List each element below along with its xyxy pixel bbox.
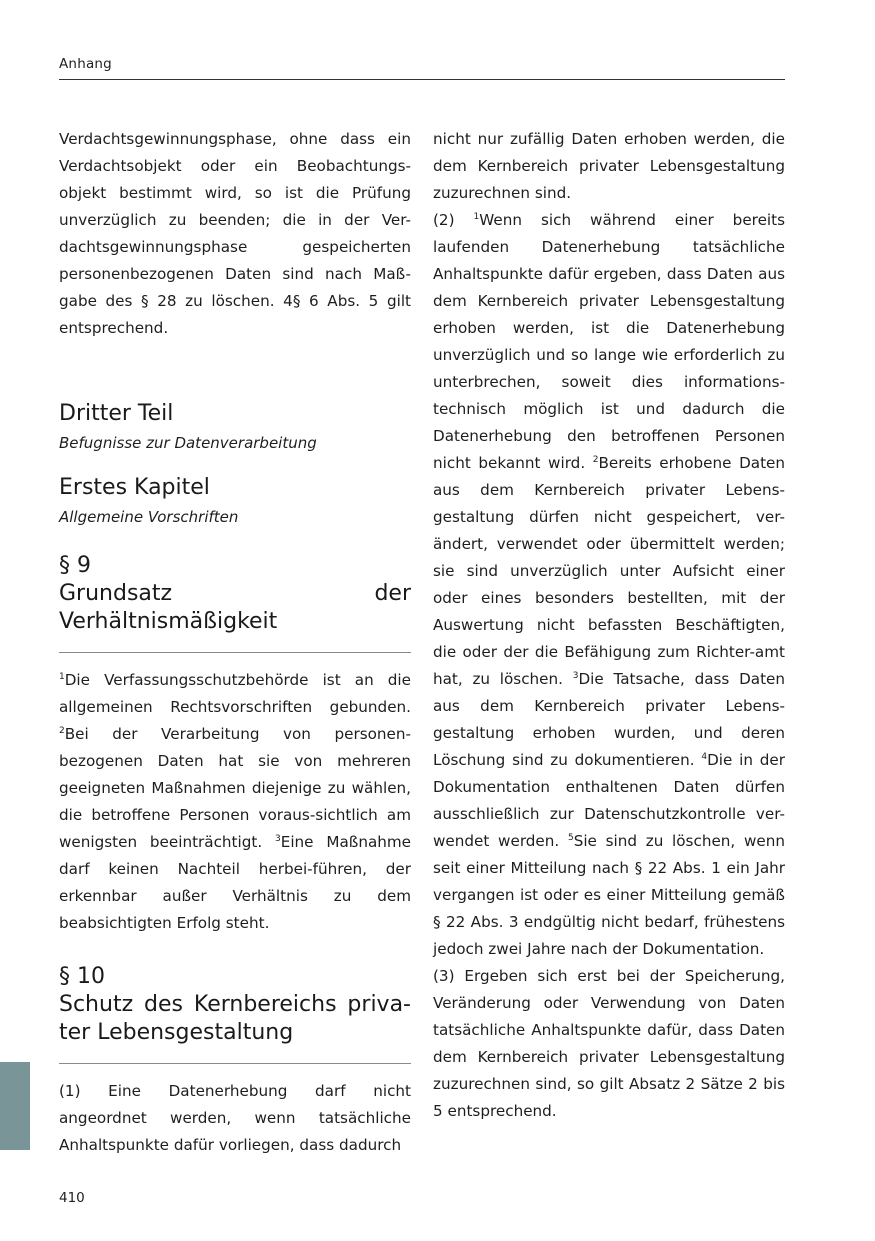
header-rule [59, 79, 785, 80]
sentence-marker: 3 [275, 833, 281, 844]
section-9-body [59, 667, 411, 937]
sentence-text: Die in der Dokumentation enthaltenen Daten dürfen ausschließlich zur Datenschutzkontrolle ver-wendet werden. [433, 751, 785, 850]
sentence-marker: 3 [572, 670, 579, 681]
section-9-heading [59, 552, 411, 636]
chapter-title: Erstes Kapitel [59, 475, 210, 500]
sentence-marker: 5 [567, 832, 574, 843]
chapter-side-tab [0, 1062, 30, 1150]
section-9-number: § 9 [59, 553, 91, 578]
sentence-marker: 1 [59, 671, 65, 682]
running-header: Anhang [59, 56, 112, 72]
sentence-text: Wenn sich während einer bereits laufenden Datenerhebung tatsächliche Anhaltspunkte dafür ergeben, dass Daten aus dem Kernbereich privater Lebensgestaltung erhoben werden, ist die Datenerhebung unverzüglich und so lange wie erforderlich zu unterbrechen, soweit dies informations-technisch möglich ist und dadurch die Datenerhebung den betroffenen Personen nicht bekannt wird. [433, 211, 786, 472]
sentence-marker: 1 [473, 211, 480, 222]
sentence-marker: 2 [59, 725, 65, 736]
intro-paragraph: Verdachtsgewinnungsphase, ohne dass ein Verdachtsobjekt oder ein Beobachtungs-objekt bestimmt wird, so ist die Prüfung unverzüglich zu beenden; die in der Ver-dachtsgewinnungsphase gespeicherten personenbezogenen Daten sind nach Maß-gabe des § 28 zu löschen. 4§ 6 Abs. 5 gilt entsprechend. [59, 130, 411, 337]
paragraph-number: (2) [433, 211, 474, 229]
right-column [433, 126, 785, 1125]
sentence-text: Sie sind zu löschen, wenn seit einer Mitteilung nach § 22 Abs. 1 ein Jahr vergangen ist oder es einer Mitteilung gemäß § 22 Abs. 3 endgültig nicht bedarf, frühestens jedoch zwei Jahre nach der Dokumentation. [433, 832, 785, 958]
section-9-title: Grundsatz der Verhältnismäßigkeit [59, 581, 411, 634]
continued-paragraph: nicht nur zufällig Daten erhoben werden, die dem Kernbereich privater Lebensgestaltung zuzurechnen sind. [433, 130, 785, 202]
sentence-text: Bei der Verarbeitung von personen-bezogenen Daten hat sie von mehreren geeigneten Maßnahmen diejenige zu wählen, die betroffene Personen voraus-sichtlich am wenigsten beeinträchtigt. [59, 725, 411, 851]
part-title: Dritter Teil [59, 401, 174, 426]
sentence-marker: 4 [701, 751, 708, 762]
left-column [59, 126, 411, 1159]
sentence-text: Bereits erhobene Daten aus dem Kernbereich privater Lebens-gestaltung dürfen nicht gespeichert, ver-ändert, verwendet oder übermittelt werden; sie sind unverzüglich unter Aufsicht einer oder eines besonders bestellten, mit der Auswertung nicht befassten Beschäftigten, die oder der die Befähigung zum Richter-amt hat, zu löschen. [433, 454, 785, 688]
sentence-text: Die Tatsache, dass Daten aus dem Kernbereich privater Lebens-gestaltung erhoben wurden, und deren Löschung sind zu dokumentieren. [433, 670, 785, 769]
section-9-rule [59, 652, 411, 653]
section-10-paragraph-2 [433, 207, 785, 963]
part-subtitle: Befugnisse zur Datenverarbeitung [59, 434, 317, 452]
section-10-paragraph-1: (1) Eine Datenerhebung darf nicht angeordnet werden, wenn tatsächliche Anhaltspunkte dafür vorliegen, dass dadurch [59, 1082, 411, 1154]
sentence-text: Eine Maßnahme darf keinen Nachteil herbei-führen, der erkennbar außer Verhältnis zu dem beabsichtigten Erfolg steht. [59, 833, 412, 932]
sentence-marker: 2 [592, 454, 599, 465]
sentence-text: Die Verfassungsschutzbehörde ist an die allgemeinen Rechtsvorschriften gebunden. [59, 671, 411, 716]
chapter-subtitle: Allgemeine Vorschriften [59, 508, 239, 526]
section-10-paragraph-3: (3) Ergeben sich erst bei der Speicherung, Veränderung oder Verwendung von Daten tatsächliche Anhaltspunkte dafür, dass Daten dem Kernbereich privater Lebensgestaltung zuzurechnen sind, so gilt Absatz 2 Sätze 2 bis 5 entsprechend. [433, 967, 785, 1120]
section-10-title: Schutz des Kernbereichs priva-ter Lebensgestaltung [59, 992, 411, 1045]
section-10-number: § 10 [59, 964, 105, 989]
section-10-heading [59, 963, 411, 1047]
page-number: 410 [59, 1190, 85, 1206]
section-10-rule [59, 1063, 411, 1064]
